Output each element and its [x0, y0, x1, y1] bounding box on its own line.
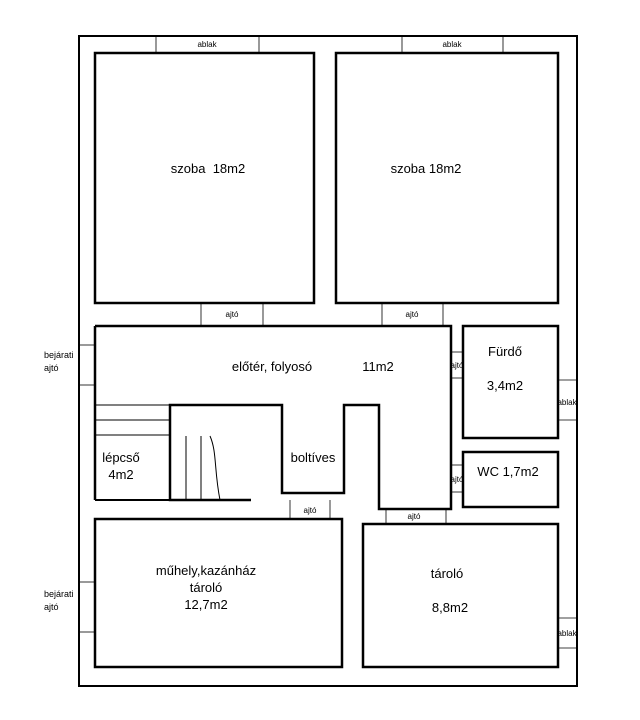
room-eloter-area: 11m2: [362, 359, 394, 374]
door-szoba-left: [201, 303, 263, 326]
outer-wall: [79, 36, 577, 686]
door-muhely: [290, 500, 330, 519]
room-lepcso-area: 4m2: [108, 467, 134, 482]
entrance-label-2: ajtó: [44, 363, 59, 373]
room-tarolo: [363, 524, 558, 667]
room-szoba-left-label: szoba 18m2: [170, 161, 246, 176]
room-eloter: [95, 326, 451, 509]
window-label: ablak: [557, 629, 577, 638]
door-label: ajtó: [405, 310, 419, 319]
entrance-label-2: ajtó: [44, 602, 59, 612]
room-furdo-area: 3,4m2: [486, 378, 524, 393]
door-label: ajtó: [407, 512, 421, 521]
room-szoba-right-label: szoba 18m2: [390, 161, 462, 176]
room-furdo-label: Fürdő: [488, 344, 522, 359]
room-wc: [463, 452, 558, 507]
window-tarolo: [557, 618, 577, 648]
door-label: ajtó: [303, 506, 317, 515]
window-label: ablak: [442, 40, 462, 49]
entrance-label-1: bejárati: [44, 589, 74, 599]
door-label: ajtó: [225, 310, 239, 319]
window-top-left: [156, 36, 259, 52]
window-top-right: [402, 36, 503, 52]
door-tarolo: [386, 509, 446, 524]
window-label: ablak: [557, 398, 577, 407]
entrance-lower: [44, 582, 95, 632]
boltives-label: boltíves: [290, 450, 336, 465]
room-muhely-area: 12,7m2: [184, 597, 228, 612]
door-label: ajtó: [450, 361, 464, 370]
door-szoba-right: [382, 303, 443, 326]
room-szoba-left: [95, 53, 314, 303]
room-lepcso-label: lépcső: [102, 450, 140, 465]
room-tarolo-label: tároló: [430, 566, 464, 581]
door-label: ajtó: [450, 475, 464, 484]
room-szoba-right: [336, 53, 558, 303]
room-eloter-label: előtér, folyosó: [231, 359, 313, 374]
room-muhely-label-2: tároló: [189, 580, 223, 595]
window-furdo: [557, 380, 577, 420]
entrance-label-1: bejárati: [44, 350, 74, 360]
room-muhely-label-1: műhely,kazánház: [155, 563, 257, 578]
window-label: ablak: [197, 40, 217, 49]
room-wc-label: WC 1,7m2: [477, 464, 539, 479]
entrance-upper: [44, 345, 95, 385]
room-tarolo-area: 8,8m2: [431, 600, 469, 615]
